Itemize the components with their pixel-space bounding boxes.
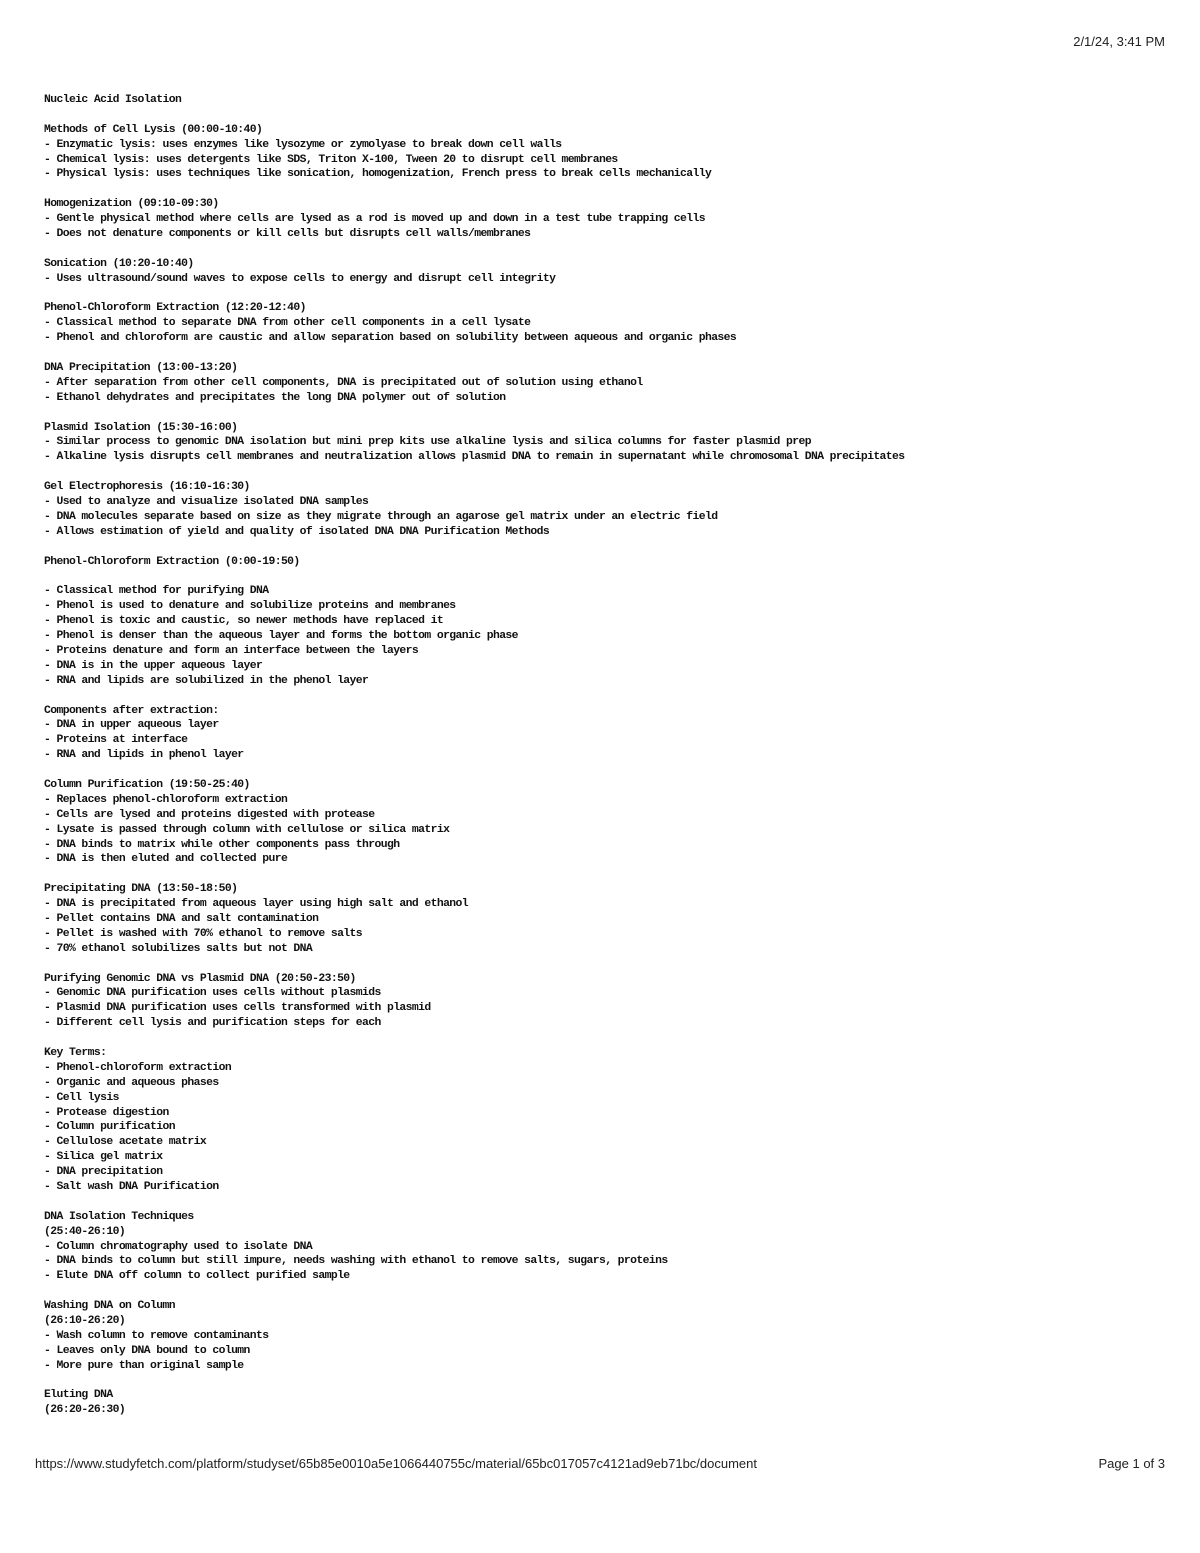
document-line: Washing DNA on Column [44, 1300, 175, 1313]
document-line: (26:10-26:20) [44, 1315, 126, 1328]
document-line: - 70% ethanol solubilizes salts but not DNA [44, 942, 313, 955]
document-line: - Ethanol dehydrates and precipitates the long DNA polymer out of solution [44, 391, 506, 404]
document-line: - Replaces phenol-chloroform extraction [44, 793, 288, 806]
blank-line [44, 108, 1164, 123]
document-line: - Phenol is toxic and caustic, so newer methods have replaced it [44, 615, 444, 628]
blank-line [44, 1195, 1164, 1210]
document-line: - Gentle physical method where cells are lysed as a rod is moved up and down in a test tube trapping cells [44, 213, 705, 226]
document-line: - DNA precipitation [44, 1166, 163, 1179]
document-line: - Classical method to separate DNA from other cell components in a cell lysate [44, 317, 531, 330]
document-line: - DNA is then eluted and collected pure [44, 853, 288, 866]
document-line: - Uses ultrasound/sound waves to expose cells to energy and disrupt cell integrity [44, 272, 556, 285]
document-line: - Used to analyze and visualize isolated DNA samples [44, 496, 369, 509]
document-line: - Similar process to genomic DNA isolation but mini prep kits use alkaline lysis and silica columns for faster plasmid prep [44, 436, 811, 449]
document-line: - Silica gel matrix [44, 1151, 163, 1164]
document-line: - DNA is in the upper aqueous layer [44, 659, 263, 672]
document-line: - DNA is precipitated from aqueous layer using high salt and ethanol [44, 898, 469, 911]
blank-line [44, 242, 1164, 257]
blank-line [44, 957, 1164, 972]
document-line: - DNA in upper aqueous layer [44, 719, 219, 732]
blank-line [44, 1031, 1164, 1046]
document-line: - Proteins at interface [44, 734, 188, 747]
document-line: - RNA and lipids are solubilized in the phenol layer [44, 674, 369, 687]
document-line: - Genomic DNA purification uses cells without plasmids [44, 987, 381, 1000]
document-line: Phenol-Chloroform Extraction (12:20-12:40) [44, 302, 306, 315]
document-line: Nucleic Acid Isolation [44, 94, 182, 106]
document-line: - More pure than original sample [44, 1359, 244, 1372]
document-line: - Phenol is denser than the aqueous layer and forms the bottom organic phase [44, 630, 518, 643]
document-line: - Alkaline lysis disrupts cell membranes and neutralization allows plasmid DNA to remain in supernatant while chromosomal DNA precipitates [44, 451, 905, 464]
blank-line [44, 287, 1164, 302]
document-line: - Column chromatography used to isolate DNA [44, 1240, 313, 1253]
document-line: - Cellulose acetate matrix [44, 1136, 207, 1149]
document-line: Key Terms: [44, 1047, 107, 1059]
blank-line [44, 182, 1164, 197]
document-line: - Lysate is passed through column with cellulose or silica matrix [44, 823, 450, 836]
document-line: - Cell lysis [44, 1091, 119, 1104]
blank-line [44, 540, 1164, 555]
document-line: Gel Electrophoresis (16:10-16:30) [44, 481, 250, 494]
document-line: Sonication (10:20-10:40) [44, 257, 194, 270]
document-line: - After separation from other cell components, DNA is precipitated out of solution using ethanol [44, 376, 643, 389]
document-line: - Leaves only DNA bound to column [44, 1344, 250, 1357]
document-line: Components after extraction: [44, 704, 219, 717]
document-line: - Protease digestion [44, 1106, 169, 1119]
document-line: - Phenol and chloroform are caustic and allow separation based on solubility between aqueous and organic phases [44, 332, 737, 345]
footer-url: https://www.studyfetch.com/platform/studyset/65b85e0010a5e1066440755c/material/65bc017057c4121ad9eb71bc/document [35, 1456, 757, 1471]
document-line: - Column purification [44, 1121, 175, 1134]
blank-line [44, 406, 1164, 421]
document-line: - Classical method for purifying DNA [44, 585, 269, 598]
document-line: Column Purification (19:50-25:40) [44, 778, 250, 791]
document-line: - Wash column to remove contaminants [44, 1329, 269, 1342]
blank-line [44, 867, 1164, 882]
document-line: - DNA binds to column but still impure, needs washing with ethanol to remove salts, sugars, proteins [44, 1255, 668, 1268]
document-line: - Enzymatic lysis: uses enzymes like lysozyme or zymolyase to break down cell walls [44, 138, 562, 151]
document-line: - Pellet is washed with 70% ethanol to remove salts [44, 927, 363, 940]
document-line: (25:40-26:10) [44, 1225, 126, 1238]
document-line: - Chemical lysis: uses detergents like SDS, Triton X-100, Tween 20 to disrupt cell membranes [44, 153, 618, 166]
blank-line [44, 689, 1164, 704]
document-line: DNA Isolation Techniques [44, 1210, 194, 1223]
document-line: - Plasmid DNA purification uses cells transformed with plasmid [44, 1002, 431, 1015]
document-line: Precipitating DNA (13:50-18:50) [44, 883, 238, 896]
document-line: - Salt wash DNA Purification [44, 1181, 219, 1194]
blank-line [44, 570, 1164, 585]
document-line: Purifying Genomic DNA vs Plasmid DNA (20:50-23:50) [44, 972, 356, 985]
document-line: - Physical lysis: uses techniques like sonication, homogenization, French press to break cells mechanically [44, 168, 712, 181]
blank-line [44, 346, 1164, 361]
print-datetime: 2/1/24, 3:41 PM [1073, 34, 1165, 49]
blank-line [44, 1374, 1164, 1389]
footer-page-number: Page 1 of 3 [1098, 1456, 1165, 1471]
document-line: - Elute DNA off column to collect purified sample [44, 1270, 350, 1283]
document-line: - DNA binds to matrix while other components pass through [44, 838, 400, 851]
document-line: - Organic and aqueous phases [44, 1076, 219, 1089]
document-line: - Allows estimation of yield and quality of isolated DNA DNA Purification Methods [44, 525, 550, 538]
document-line: - Does not denature components or kill cells but disrupts cell walls/membranes [44, 228, 531, 241]
document-line: - DNA molecules separate based on size as they migrate through an agarose gel matrix under an electric field [44, 510, 718, 523]
document-line: (26:20-26:30) [44, 1404, 126, 1417]
blank-line [44, 465, 1164, 480]
blank-line [44, 1284, 1164, 1299]
document-body [44, 93, 1164, 1418]
document-line: Plasmid Isolation (15:30-16:00) [44, 421, 238, 434]
document-line: - Different cell lysis and purification steps for each [44, 1017, 381, 1030]
document-line: Phenol-Chloroform Extraction (0:00-19:50) [44, 555, 300, 568]
document-line: - Cells are lysed and proteins digested with protease [44, 808, 375, 821]
document-line: - Proteins denature and form an interface between the layers [44, 644, 419, 657]
document-line: Homogenization (09:10-09:30) [44, 198, 219, 211]
document-line: - Pellet contains DNA and salt contamination [44, 912, 319, 925]
document-line: - RNA and lipids in phenol layer [44, 749, 244, 762]
document-line: Methods of Cell Lysis (00:00-10:40) [44, 123, 263, 136]
blank-line [44, 763, 1164, 778]
document-line: Eluting DNA [44, 1389, 113, 1402]
document-line: DNA Precipitation (13:00-13:20) [44, 362, 238, 375]
document-line: - Phenol-chloroform extraction [44, 1061, 232, 1074]
document-line: - Phenol is used to denature and solubilize proteins and membranes [44, 600, 456, 613]
